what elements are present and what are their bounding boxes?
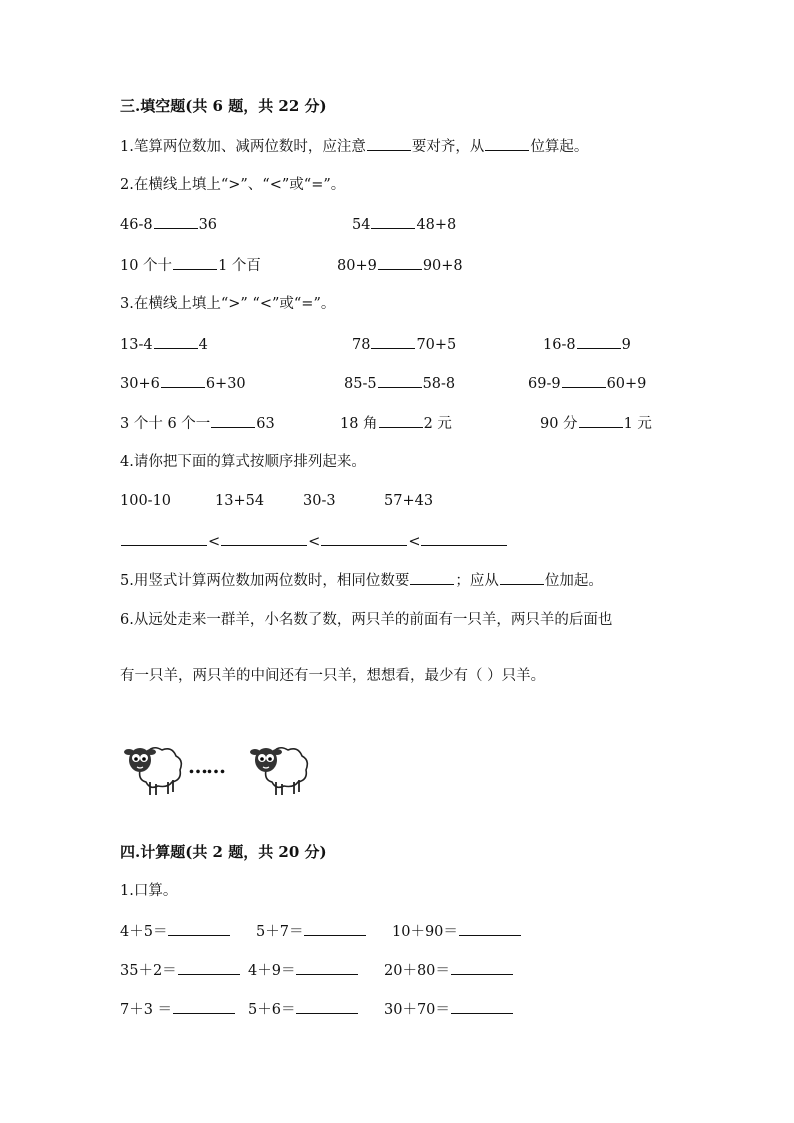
- calc-item: 35＋2＝: [120, 960, 241, 981]
- answer-blank[interactable]: [173, 999, 235, 1014]
- answer-blank[interactable]: [451, 960, 513, 975]
- compare-blank[interactable]: [577, 334, 621, 349]
- q3-item: 69-9 60+9: [528, 373, 646, 394]
- q1-blank-2[interactable]: [485, 136, 529, 151]
- q2-item: 80+9 90+8: [337, 255, 463, 276]
- s4-q1-stem: 1.口算。: [120, 883, 178, 899]
- answer-blank[interactable]: [459, 921, 521, 936]
- compare-blank[interactable]: [579, 413, 623, 428]
- q5-blank-2[interactable]: [500, 570, 544, 585]
- q2-stem: 2.在横线上填上“>”、“<”或“=”。: [120, 177, 346, 193]
- q1: 1.笔算两位数加、减两位数时，应注意 要对齐，从 位算起。: [120, 136, 588, 157]
- calc-item: 5＋6＝: [248, 999, 359, 1020]
- answer-blank[interactable]: [296, 999, 358, 1014]
- q3-item: 16-8 9: [543, 334, 631, 355]
- calc-item: 4＋9＝: [248, 960, 359, 981]
- q4-order-line: < < <: [120, 531, 508, 552]
- calc-item: 20＋80＝: [384, 960, 514, 981]
- q3-item: 85-5 58-8: [344, 373, 455, 394]
- q4-item: 57+43: [384, 493, 434, 509]
- q3-stem: 3.在横线上填上“>” “<”或“=”。: [120, 296, 336, 312]
- compare-blank[interactable]: [173, 255, 217, 270]
- q3-item: 18 角 2 元: [340, 413, 452, 434]
- q2-item: 54 48+8: [352, 214, 456, 235]
- compare-blank[interactable]: [562, 373, 606, 388]
- compare-blank[interactable]: [371, 214, 415, 229]
- q1-blank-1[interactable]: [367, 136, 411, 151]
- compare-blank[interactable]: [161, 373, 205, 388]
- section3-heading: 三.填空题(共 6 题，共 22 分): [120, 97, 327, 115]
- q2-item: 10 个十 1 个百: [120, 255, 261, 276]
- q4-item: 30-3: [303, 493, 336, 509]
- section4-heading: 四.计算题(共 2 题，共 20 分): [120, 843, 327, 861]
- q4-item: 100-10: [120, 493, 172, 509]
- order-blank[interactable]: [121, 531, 207, 546]
- q5-blank-1[interactable]: [410, 570, 454, 585]
- compare-blank[interactable]: [378, 373, 422, 388]
- answer-blank[interactable]: [178, 960, 240, 975]
- sheep-icon: [124, 740, 186, 798]
- order-blank[interactable]: [221, 531, 307, 546]
- sheep-icon: [250, 740, 312, 798]
- q6-line1: 6.从远处走来一群羊，小名数了数，两只羊的前面有一只羊，两只羊的后面也: [120, 612, 613, 628]
- q3-item: 30+6 6+30: [120, 373, 246, 394]
- calc-item: 5＋7＝: [256, 921, 367, 942]
- q4-item: 13+54: [215, 493, 265, 509]
- calc-item: 7＋3 ＝: [120, 999, 236, 1020]
- compare-blank[interactable]: [154, 214, 198, 229]
- answer-blank[interactable]: [451, 999, 513, 1014]
- q5: 5.用竖式计算两位数加两位数时，相同位数要 ；应从 位加起。: [120, 570, 603, 591]
- calc-item: 10＋90＝: [392, 921, 522, 942]
- answer-blank[interactable]: [304, 921, 366, 936]
- q2-item: 46-8 36: [120, 214, 217, 235]
- calc-item: 4＋5＝: [120, 921, 231, 942]
- compare-blank[interactable]: [154, 334, 198, 349]
- q3-item: 3 个十 6 个一 63: [120, 413, 275, 434]
- answer-blank[interactable]: [296, 960, 358, 975]
- calc-item: 30＋70＝: [384, 999, 514, 1020]
- q3-item: 13-4 4: [120, 334, 208, 355]
- order-blank[interactable]: [321, 531, 407, 546]
- compare-blank[interactable]: [379, 413, 423, 428]
- q3-item: 90 分 1 元: [540, 413, 652, 434]
- order-blank[interactable]: [421, 531, 507, 546]
- q6-line2: 有一只羊，两只羊的中间还有一只羊，想想看，最少有（ ）只羊。: [120, 668, 546, 684]
- sheep-dots: ……: [188, 754, 224, 778]
- answer-blank[interactable]: [168, 921, 230, 936]
- q4-stem: 4.请你把下面的算式按顺序排列起来。: [120, 454, 366, 470]
- compare-blank[interactable]: [211, 413, 255, 428]
- q3-item: 78 70+5: [352, 334, 456, 355]
- compare-blank[interactable]: [371, 334, 415, 349]
- compare-blank[interactable]: [378, 255, 422, 270]
